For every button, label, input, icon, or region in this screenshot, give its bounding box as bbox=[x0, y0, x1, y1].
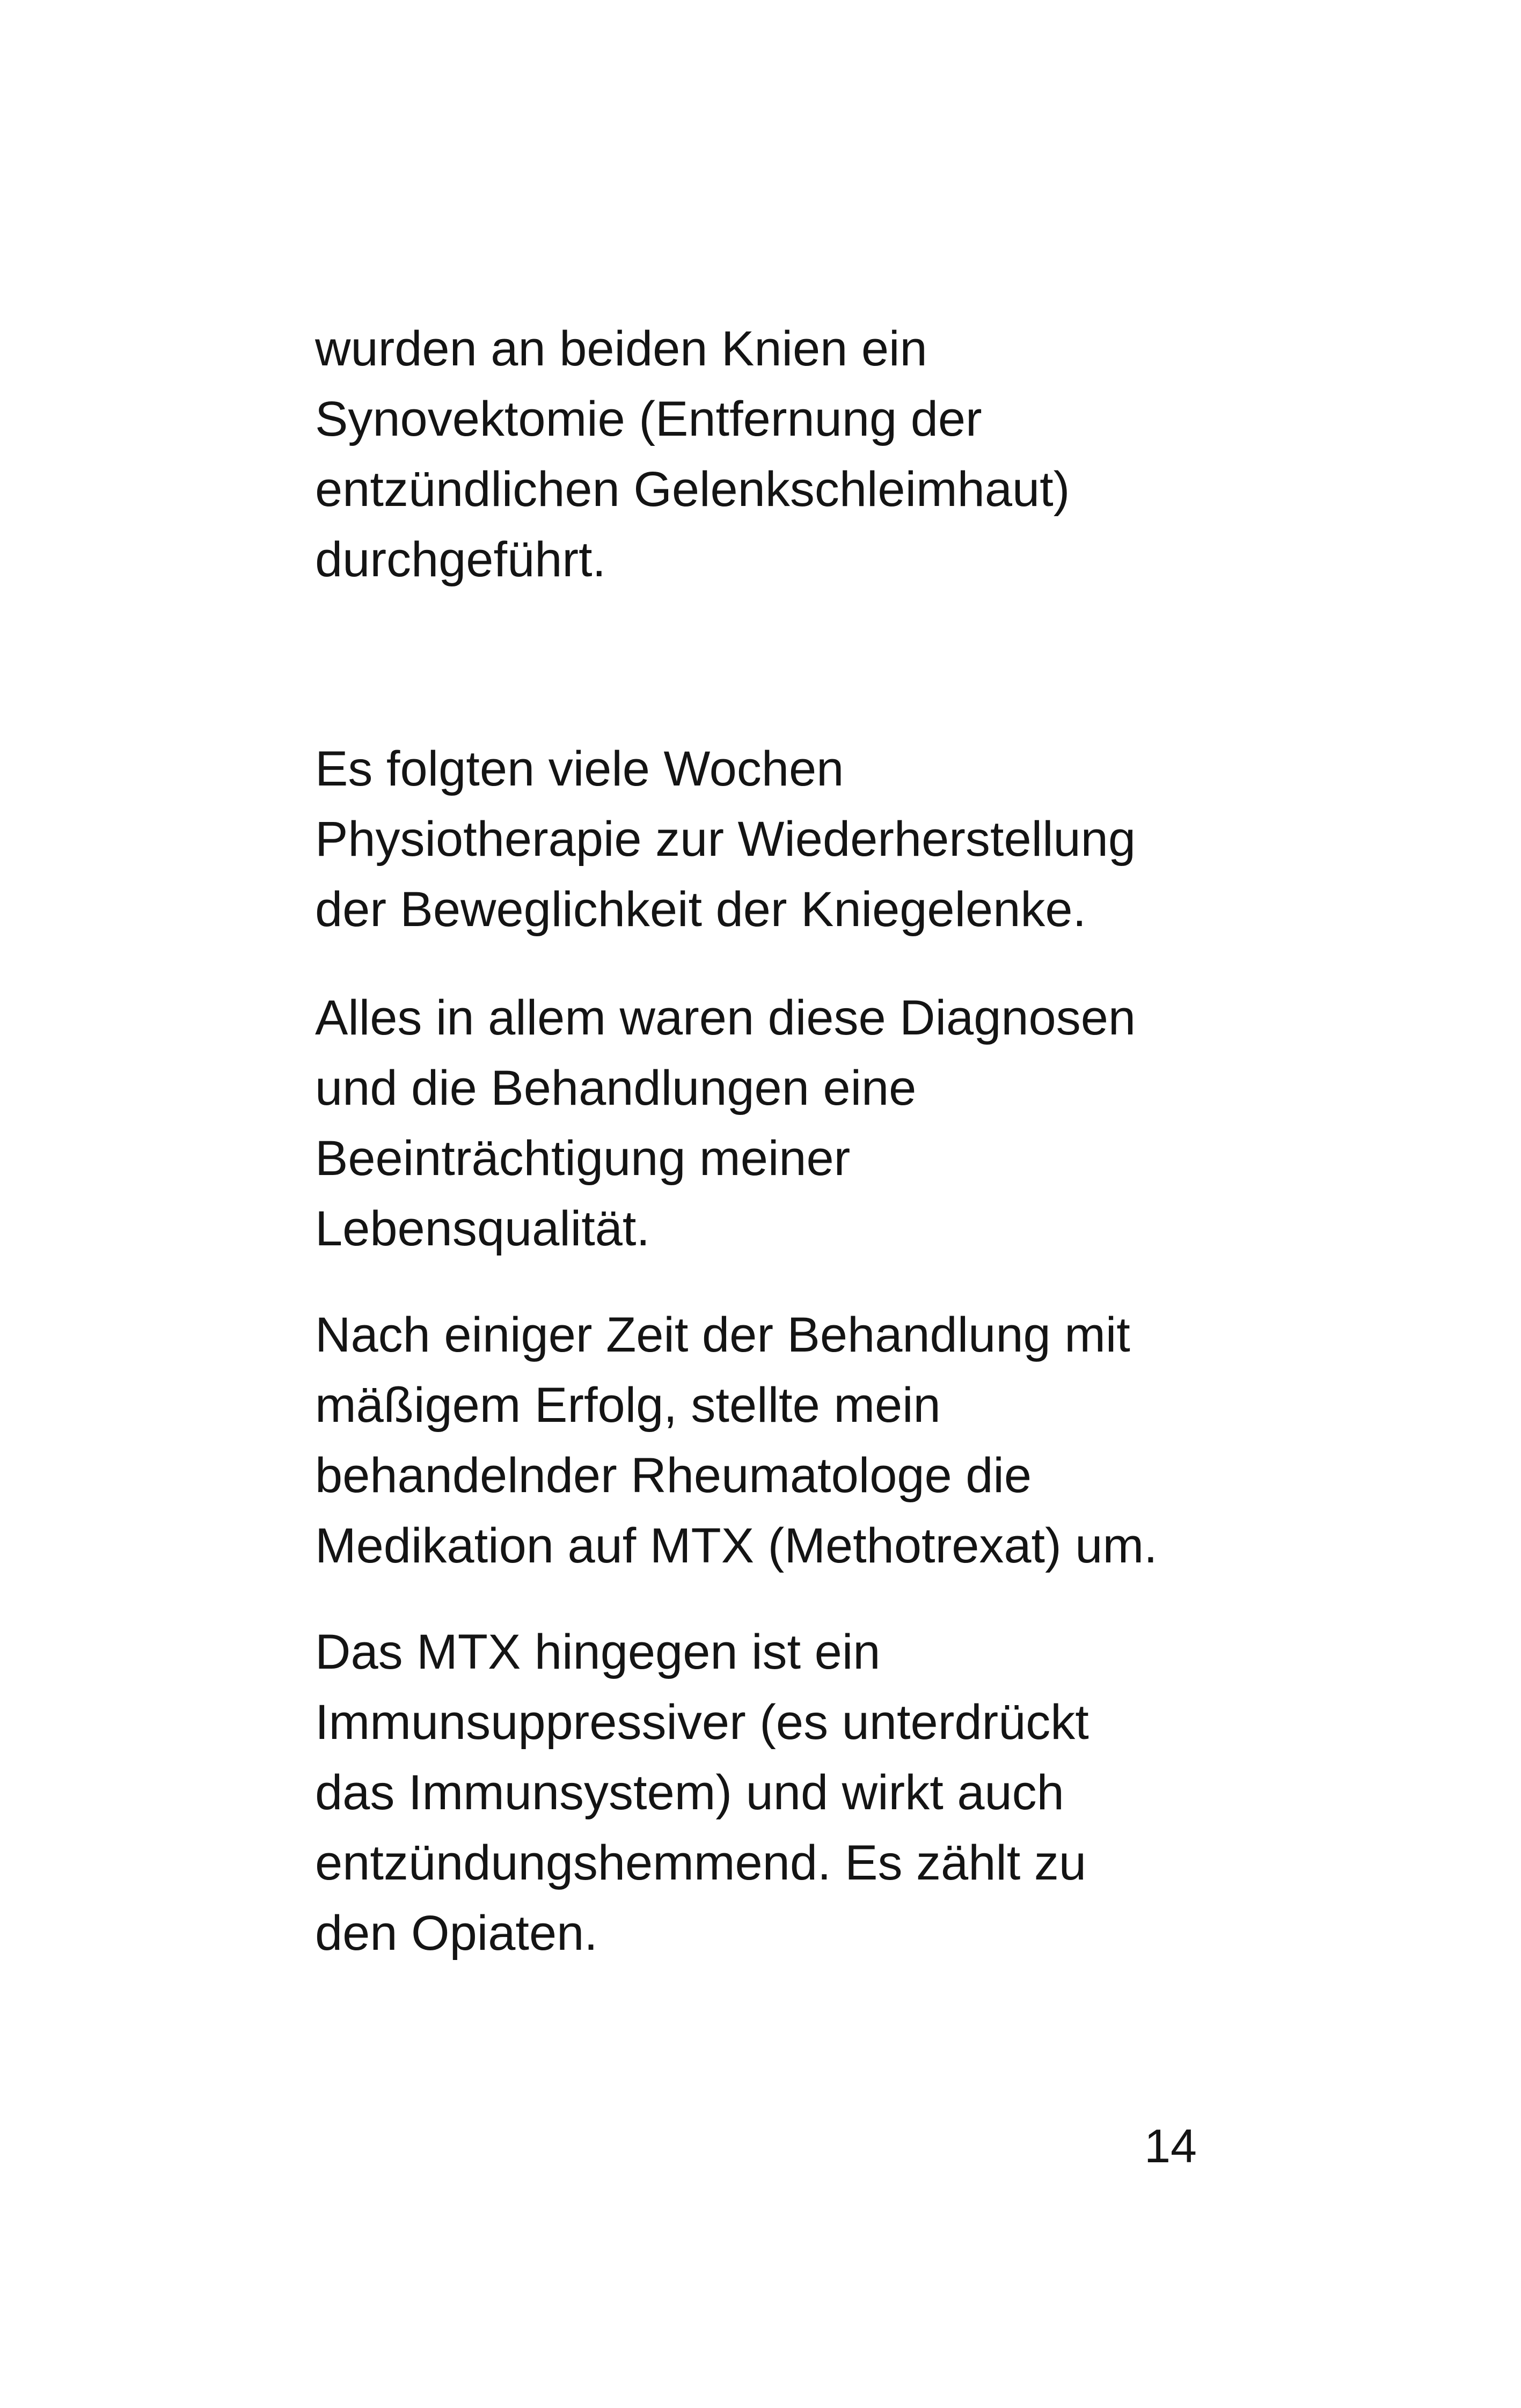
text-line: durchgeführt. bbox=[315, 532, 606, 587]
text-line: behandelnder Rheumatologe die bbox=[315, 1448, 1032, 1503]
text-line: Alles in allem waren diese Diagnosen bbox=[315, 990, 1136, 1045]
paragraph-physiotherapie bbox=[315, 734, 1254, 945]
text-line: Lebensqualität. bbox=[315, 1201, 650, 1256]
paragraph-mtx bbox=[315, 1617, 1254, 1969]
text-line: Nach einiger Zeit der Behandlung mit bbox=[315, 1308, 1130, 1362]
page-number: 14 bbox=[1144, 2119, 1197, 2172]
text-line: mäßigem Erfolg, stellte mein bbox=[315, 1378, 941, 1433]
text-line: Das MTX hingegen ist ein bbox=[315, 1625, 881, 1679]
text-line: Es folgten viele Wochen bbox=[315, 742, 844, 796]
text-line: entzündlichen Gelenkschleimhaut) bbox=[315, 462, 1070, 517]
paragraph-medikation bbox=[315, 1300, 1254, 1581]
text-line: Synovektomie (Entfernung der bbox=[315, 392, 982, 446]
text-line: und die Behandlungen eine bbox=[315, 1061, 917, 1115]
text-line: das Immunsystem) und wirkt auch bbox=[315, 1765, 1064, 1820]
paragraph-lebensqualitaet bbox=[315, 983, 1254, 1264]
text-line: Beeinträchtigung meiner bbox=[315, 1131, 851, 1186]
text-line: Immunsuppressiver (es unterdrückt bbox=[315, 1695, 1089, 1750]
text-line: den Opiaten. bbox=[315, 1906, 598, 1961]
text-line: Medikation auf MTX (Methotrexat) um. bbox=[315, 1518, 1158, 1573]
text-line: der Beweglichkeit der Kniegelenke. bbox=[315, 882, 1087, 937]
paragraph-synovektomie bbox=[315, 314, 1254, 595]
text-line: wurden an beiden Knien ein bbox=[315, 321, 927, 376]
text-line: entzündungshemmend. Es zählt zu bbox=[315, 1836, 1087, 1890]
text-line: Physiotherapie zur Wiederherstellung bbox=[315, 812, 1136, 867]
